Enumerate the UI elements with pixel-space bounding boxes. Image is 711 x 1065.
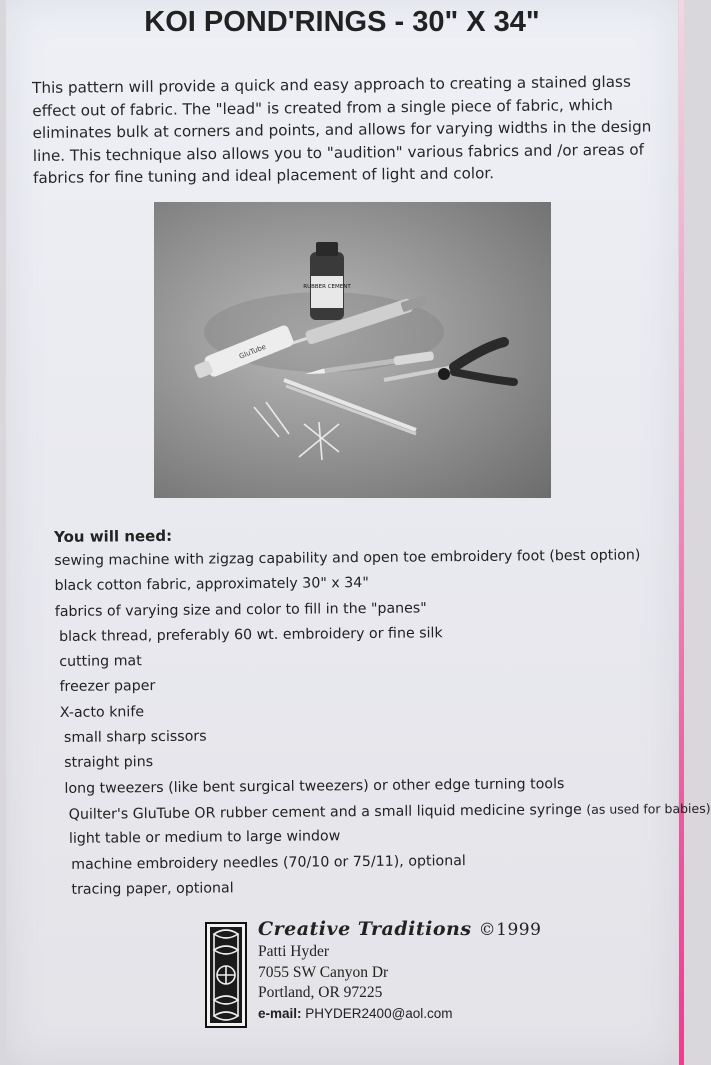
tools-photo-illustration: [154, 202, 551, 498]
list-item: freezer paper: [59, 678, 156, 696]
bottle-label: RUBBER CEMENT: [303, 284, 351, 290]
brand-line: [258, 918, 541, 940]
pink-edge: [679, 0, 684, 1065]
email-address[interactable]: PHYDER2400@aol.com: [305, 1005, 453, 1021]
list-item: fabrics of varying size and color to fill in the "panes": [54, 600, 427, 620]
supplies-heading: You will need:: [54, 526, 173, 546]
list-item: black cotton fabric, approximately 30" x 34": [54, 575, 369, 595]
list-item: long tweezers (like bent surgical tweezers) or other edge turning tools: [64, 775, 565, 797]
list-item: X-acto knife: [59, 703, 145, 721]
supplies-section: [54, 522, 711, 903]
intro-line: eliminates bulk at corners and points, and allows for varying widths in the design: [32, 117, 652, 142]
email-label: e-mail:: [258, 1005, 302, 1021]
city-state-zip: Portland, OR 97225: [258, 984, 383, 1001]
intro-paragraph: [32, 70, 673, 189]
list-item: tracing paper, optional: [71, 880, 234, 898]
brand-name: Creative Traditions: [258, 918, 472, 940]
intro-line: This pattern will provide a quick and easy approach to creating a stained glass: [32, 72, 631, 97]
list-item-note: (as used for babies): [586, 800, 711, 817]
credit-block: [258, 918, 541, 1021]
address: [258, 942, 541, 1004]
email-line: [258, 1006, 541, 1021]
list-item: small sharp scissors: [63, 728, 207, 746]
list-item: light table or medium to large window: [68, 828, 341, 848]
intro-line: fabrics for fine tuning and ideal placement of light and color.: [32, 164, 495, 187]
list-item-text: Quilter's GluTube OR rubber cement and a small liquid medicine syringe: [68, 801, 582, 823]
intro-line: line. This technique also allows you to "audition" various fabrics and /or areas of: [32, 140, 645, 165]
list-item: cutting mat: [59, 653, 142, 671]
tools-photo: [154, 202, 551, 498]
straight-pins: [254, 402, 339, 460]
list-item: sewing machine with zigzag capability and open toe embroidery foot (best option): [54, 547, 641, 569]
supplies-list: [54, 543, 711, 903]
list-item: black thread, preferably 60 wt. embroidery or fine silk: [58, 625, 443, 645]
pattern-title: KOI POND'RINGS - 30" X 34": [144, 6, 540, 38]
celtic-knot-logo: [205, 922, 247, 1028]
tweezers: [284, 380, 416, 434]
intro-line: effect out of fabric. The "lead" is created from a single piece of fabric, which: [32, 95, 613, 120]
street-address: 7055 SW Canyon Dr: [258, 963, 389, 981]
author-name: Patti Hyder: [258, 943, 330, 960]
tube-label: GluTube: [237, 342, 268, 361]
list-item: straight pins: [64, 754, 154, 772]
list-item: machine embroidery needles (70/10 or 75/11), optional: [71, 852, 466, 873]
copyright: ©1999: [478, 920, 542, 940]
